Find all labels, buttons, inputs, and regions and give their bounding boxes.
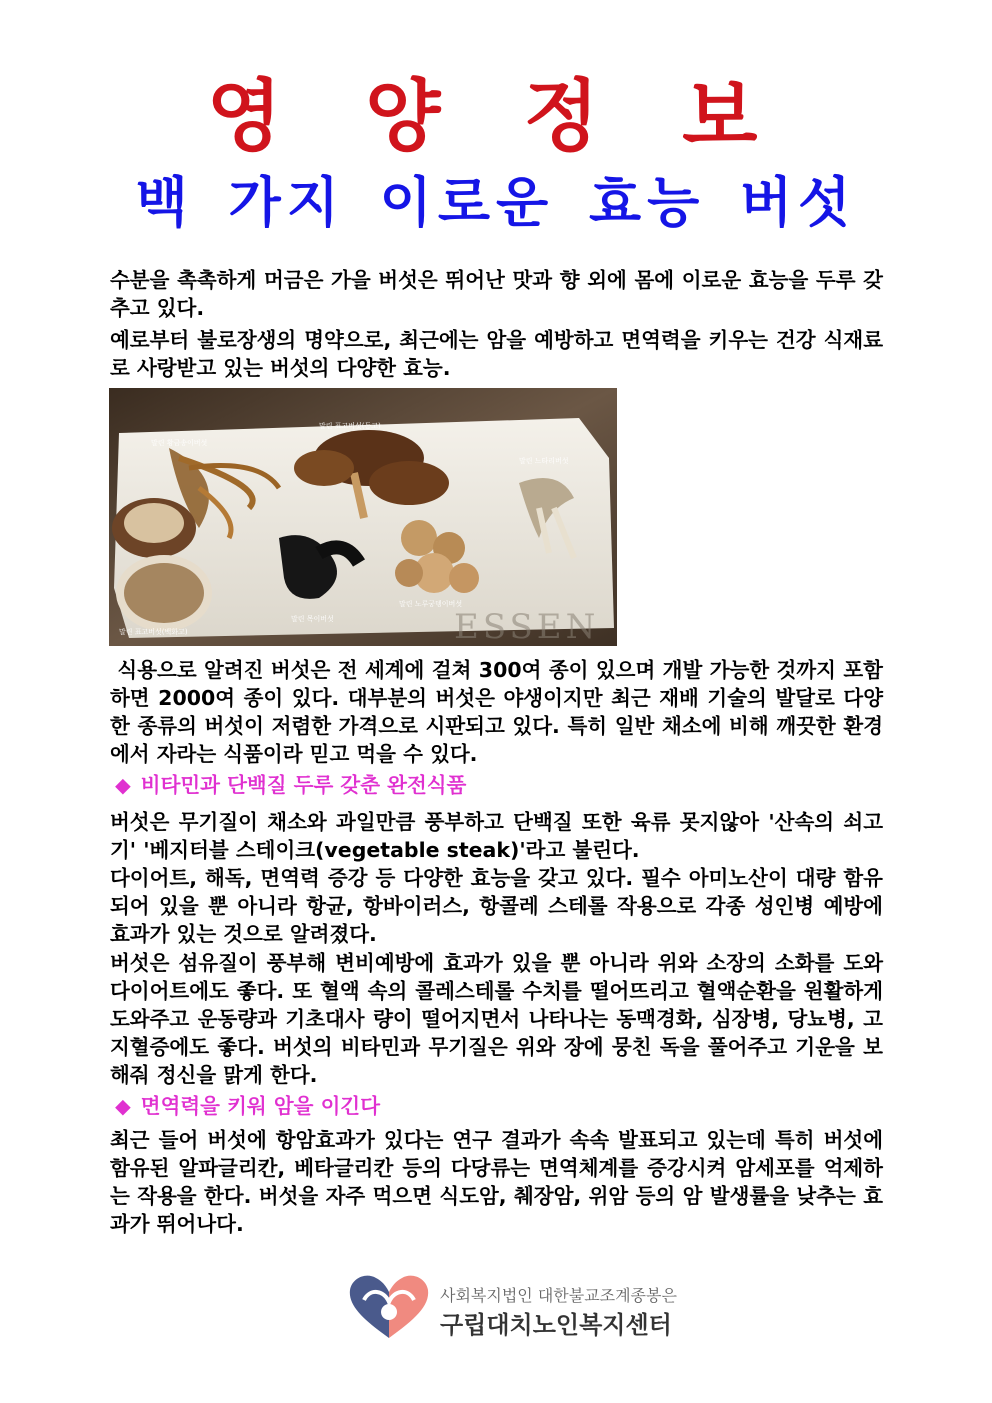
body-paragraph-3: 다이어트, 해독, 면역력 증강 등 다양한 효능을 갖고 있다. 필수 아미노산이 대량 함유되어 있을 뿐 아니라 항균, 항바이러스, 항콜레 스테롤 작용으로 각종 성인병 예방에 효과가 있는 것으로 알려졌다. — [110, 866, 883, 946]
section-heading-1 — [115, 771, 466, 799]
label-oyster: 말린 느타리버섯 — [519, 457, 569, 465]
diamond-bullet-icon: ◆ — [115, 773, 131, 797]
footer-organization: 사회복지법인 대한불교조계종봉은 — [440, 1286, 677, 1305]
intro-paragraph-2: 예로부터 불로장생의 명약으로, 최근에는 암을 예방하고 면역력을 키우는 건강 식재료로 사랑받고 있는 버섯의 다양한 효능. — [110, 328, 883, 380]
label-lionsmane: 말린 노루궁뎅이버섯 — [399, 600, 463, 608]
label-golden: 말린 황금송이버섯 — [151, 439, 208, 447]
watermark: ESSEN — [454, 607, 600, 646]
label-shiitake-baekhwa: 말린 표고버섯(백화고) — [119, 628, 188, 636]
label-woodear: 말린 목이버섯 — [291, 615, 334, 623]
body-paragraph-1: 식용으로 알려진 버섯은 전 세계에 걸쳐 300여 종이 있으며 개발 가능한 것까지 포함하면 2000여 종이 있다. 대부분의 버섯은 야생이지만 최근 재배 기술의 발달로 다양한 종류의 버섯이 저렴한 가격으로 시판되고 있다. 특히 일반 채소에 비해 깨끗한 환경에서 자라는 식품이라 믿고 먹을 수 있다. — [110, 658, 883, 766]
mushrooms-illustration — [109, 388, 617, 646]
section-heading-2-text: 면역력을 키워 암을 이긴다 — [140, 1094, 381, 1118]
intro-paragraph-1: 수분을 촉촉하게 머금은 가을 버섯은 뛰어난 맛과 향 외에 몸에 이로운 효능을 두루 갖추고 있다. — [110, 268, 883, 320]
label-shiitake-donggo: 말린 표고버섯(동고) — [319, 422, 381, 430]
diamond-bullet-icon: ◆ — [115, 1094, 131, 1118]
dried-mushrooms-photo — [109, 388, 617, 646]
body-paragraph-2: 버섯은 무기질이 채소와 과일만큼 풍부하고 단백질 또한 육류 못지않아 '산속의 쇠고기' '베지터블 스테이크(vegetable steak)'라고 불린다. — [110, 810, 883, 862]
body-paragraph-4: 버섯은 섬유질이 풍부해 변비예방에 효과가 있을 뿐 아니라 위와 소장의 소화를 도와 다이어트에도 좋다. 또 혈액 속의 콜레스테롤 수치를 떨어뜨리고 혈액순환을 원활하게 도와주고 운동량과 기초대사 량이 떨어지면서 나타나는 동맥경화, 심장병, 당뇨병, 고지혈증에도 좋다. 버섯의 비타민과 무기질은 위와 장에 뭉친 독을 풀어주고 기운을 보해줘 정신을 맑게 한다. — [110, 951, 883, 1087]
welfare-center-logo — [344, 1270, 434, 1344]
page-title: 영 양 정 보 — [206, 72, 786, 162]
body-paragraph-5: 최근 들어 버섯에 항암효과가 있다는 연구 결과가 속속 발표되고 있는데 특히 버섯에 함유된 알파글리칸, 베타글리칸 등의 다당류는 면역체계를 증강시켜 암세포를 억제하는 작용을 한다. 버섯을 자주 먹으면 식도암, 췌장암, 위암 등의 암 발생률을 낮추는 효과가 뛰어나다. — [110, 1128, 883, 1236]
page-subtitle: 백 가지 이로운 효능 버섯 — [135, 171, 857, 234]
heart-logo-icon — [344, 1270, 434, 1344]
footer-center-name: 구립대치노인복지센터 — [440, 1311, 672, 1339]
section-heading-1-text: 비타민과 단백질 두루 갖춘 완전식품 — [140, 773, 467, 797]
section-heading-2 — [115, 1092, 380, 1120]
